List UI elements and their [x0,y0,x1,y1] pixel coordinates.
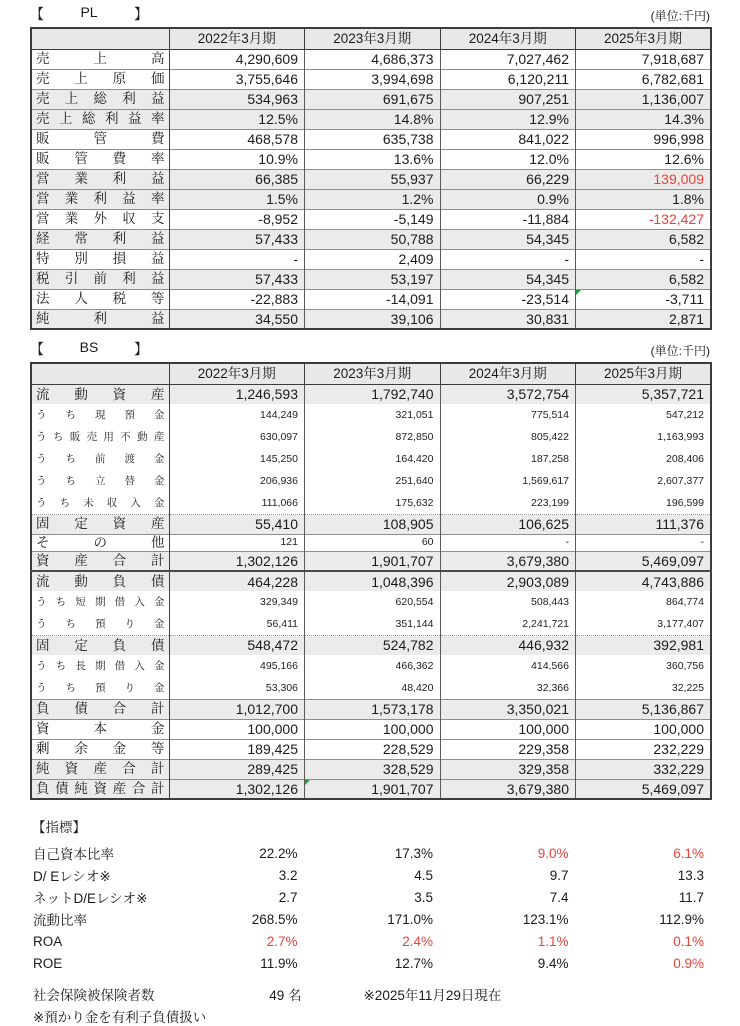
pl-row-12-label: 法人税等 [31,289,169,309]
pl-row-12 [31,289,711,309]
bs-cell-19-3: 5,469,097 [576,779,712,799]
bs-cell-3-1: 164,420 [305,448,441,470]
bs-row-12 [31,635,711,655]
bs-row-8-label: 資産合計 [31,551,169,571]
bs-cell-18-1: 328,529 [305,759,441,779]
indicator-value-1-2: 9.7 [549,867,569,883]
bs-cell-6-1: 108,905 [305,514,441,534]
pl-section-title [30,4,148,24]
bs-row-13 [31,655,711,677]
bs-section-title [30,339,148,359]
bs-row-17-label: 剰余金等 [31,739,169,759]
indicator-value-3-3: 112.9% [659,911,704,927]
bs-row-8 [31,551,711,571]
bs-cell-1-1: 321,051 [305,404,441,426]
pl-cell-6-1: 55,937 [305,169,441,189]
pl-cell-8-0: -8,952 [169,209,305,229]
pl-cell-1-3: 6,782,681 [576,69,712,89]
pl-header-row [31,28,711,49]
pl-cell-12-0: -22,883 [169,289,305,309]
bs-header-col-0: 2022年3月期 [169,363,305,384]
bs-cell-10-1: 620,554 [305,591,441,613]
pl-title-open-bracket: 【 [30,6,44,22]
pl-cell-13-0: 34,550 [169,309,305,329]
bs-row-4-label: うち立替金 [31,470,169,492]
indicator-value-0-2: 9.0% [537,845,569,861]
bs-cell-18-3: 332,229 [576,759,712,779]
pl-cell-2-2: 907,251 [440,89,576,109]
indicator-row-2 [30,886,710,908]
pl-cell-8-1: -5,149 [305,209,441,229]
pl-cell-4-3: 996,998 [576,129,712,149]
bs-row-15-label: 負債合計 [31,699,169,719]
pl-row-11 [31,269,711,289]
pl-row-7 [31,189,711,209]
bs-cell-18-2: 329,358 [440,759,576,779]
pl-title-row [30,4,710,24]
pl-title-close-bracket: 】 [134,6,148,22]
pl-cell-5-0: 10.9% [169,149,305,169]
insured-count-value: 49 名 [269,988,302,1003]
pl-row-13 [31,309,711,329]
bs-row-5 [31,492,711,514]
indicator-row-0 [30,842,710,864]
pl-cell-2-3: 1,136,007 [576,89,712,109]
bs-cell-11-2: 2,241,721 [440,613,576,635]
pl-cell-0-2: 7,027,462 [440,49,576,69]
bs-cell-0-2: 3,572,754 [440,384,576,404]
bs-cell-5-1: 175,632 [305,492,441,514]
bs-row-11-label: うち預り金 [31,613,169,635]
bs-cell-19-2: 3,679,380 [440,779,576,799]
pl-cell-10-0: - [169,249,305,269]
indicator-label-0: 自己資本比率 [33,847,114,862]
indicator-value-4-3: 0.1% [673,933,704,949]
pl-cell-1-0: 3,755,646 [169,69,305,89]
bs-cell-5-3: 196,599 [576,492,712,514]
as-of-date-note: ※2025年11月29日現在 [363,988,502,1003]
pl-cell-9-1: 50,788 [305,229,441,249]
pl-table [30,27,712,330]
pl-row-4 [31,129,711,149]
pl-cell-3-1: 14.8% [305,109,441,129]
pl-cell-6-2: 66,229 [440,169,576,189]
bs-row-3-label: うち前渡金 [31,448,169,470]
bs-cell-13-1: 466,362 [305,655,441,677]
bs-row-1-label: うち現預金 [31,404,169,426]
pl-row-9 [31,229,711,249]
bs-row-3 [31,448,711,470]
bs-cell-8-1: 1,901,707 [305,551,441,571]
pl-row-10 [31,249,711,269]
indicator-row-3 [30,908,710,930]
indicator-value-5-0: 11.9% [260,955,298,971]
pl-header-col-0: 2022年3月期 [169,28,305,49]
bs-cell-4-1: 251,640 [305,470,441,492]
bs-cell-13-3: 360,756 [576,655,712,677]
bs-cell-14-2: 32,366 [440,677,576,699]
indicator-value-0-0: 22.2% [259,845,298,861]
bs-cell-0-0: 1,246,593 [169,384,305,404]
pl-cell-0-3: 7,918,687 [576,49,712,69]
bs-row-11 [31,613,711,635]
bs-header-col-3: 2025年3月期 [576,363,712,384]
bs-header-col-2: 2024年3月期 [440,363,576,384]
bs-cell-17-0: 189,425 [169,739,305,759]
bs-cell-1-2: 775,514 [440,404,576,426]
bs-cell-16-0: 100,000 [169,719,305,739]
bs-row-18 [31,759,711,779]
bs-row-15 [31,699,711,719]
bs-cell-15-2: 3,350,021 [440,699,576,719]
pl-cell-7-0: 1.5% [169,189,305,209]
bs-row-6 [31,514,711,534]
pl-header-corner [31,28,169,49]
bs-title-text: BS [79,339,99,355]
bs-cell-7-0: 121 [169,534,305,551]
bs-cell-16-1: 100,000 [305,719,441,739]
pl-row-8-label: 営業外収支 [31,209,169,229]
indicator-value-5-2: 9.4% [537,955,569,971]
bs-cell-10-0: 329,349 [169,591,305,613]
bs-cell-8-3: 5,469,097 [576,551,712,571]
bs-title-row [30,339,710,359]
bs-cell-2-0: 630,097 [169,426,305,448]
bs-row-2-label: うち販売用不動産 [31,426,169,448]
bs-cell-15-1: 1,573,178 [305,699,441,719]
insured-count-row [30,984,710,1003]
pl-cell-13-2: 30,831 [440,309,576,329]
bs-cell-11-1: 351,144 [305,613,441,635]
pl-cell-10-1: 2,409 [305,249,441,269]
pl-row-7-label: 営業利益率 [31,189,169,209]
pl-cell-11-3: 6,582 [576,269,712,289]
bs-row-9 [31,571,711,591]
bs-cell-14-0: 53,306 [169,677,305,699]
bs-row-14-label: うち預り金 [31,677,169,699]
pl-cell-0-1: 4,686,373 [305,49,441,69]
bs-cell-6-0: 55,410 [169,514,305,534]
indicators-title: 【指標】 [32,820,86,835]
bs-cell-3-3: 208,406 [576,448,712,470]
pl-header-col-2: 2024年3月期 [440,28,576,49]
bs-header-row [31,363,711,384]
bs-cell-8-2: 3,679,380 [440,551,576,571]
bs-cell-12-3: 392,981 [576,635,712,655]
bs-cell-2-3: 1,163,993 [576,426,712,448]
indicator-value-2-0: 2.7 [278,889,298,905]
deposit-treatment-note: ※預かり金を有利子負債扱い [33,1010,207,1025]
bs-cell-8-0: 1,302,126 [169,551,305,571]
pl-row-4-label: 販管費 [31,129,169,149]
indicator-row-1 [30,864,710,886]
indicator-value-2-3: 11.7 [678,889,704,905]
pl-cell-10-2: - [440,249,576,269]
pl-cell-0-0: 4,290,609 [169,49,305,69]
bs-cell-7-2: - [440,534,576,551]
pl-cell-8-3: -132,427 [576,209,712,229]
bs-cell-9-0: 464,228 [169,571,305,591]
indicator-value-0-3: 6.1% [673,845,704,861]
pl-row-8 [31,209,711,229]
bs-row-16 [31,719,711,739]
bs-cell-1-3: 547,212 [576,404,712,426]
indicator-row-4 [30,930,710,952]
bs-cell-3-0: 145,250 [169,448,305,470]
indicator-value-3-2: 123.1% [522,911,569,927]
pl-cell-9-0: 57,433 [169,229,305,249]
pl-cell-2-0: 534,963 [169,89,305,109]
bs-row-2 [31,426,711,448]
bs-cell-4-3: 2,607,377 [576,470,712,492]
indicator-value-1-1: 4.5 [414,867,433,883]
bs-row-7 [31,534,711,551]
bs-row-5-label: うち未収入金 [31,492,169,514]
pl-header-col-1: 2023年3月期 [305,28,441,49]
bs-cell-0-3: 5,357,721 [576,384,712,404]
pl-unit-label: (単位:千円) [650,9,710,23]
bs-title-open-bracket: 【 [30,341,44,357]
indicator-value-3-1: 171.0% [387,911,433,927]
pl-row-13-label: 純利益 [31,309,169,329]
bs-row-17 [31,739,711,759]
pl-row-2-label: 売上総利益 [31,89,169,109]
pl-cell-9-3: 6,582 [576,229,712,249]
bs-row-16-label: 資本金 [31,719,169,739]
pl-cell-3-0: 12.5% [169,109,305,129]
bs-cell-9-1: 1,048,396 [305,571,441,591]
bs-cell-17-1: 228,529 [305,739,441,759]
bs-row-19-label: 負債純資産合計 [31,779,169,799]
bs-row-12-label: 固定負債 [31,635,169,655]
pl-row-3 [31,109,711,129]
pl-cell-3-2: 12.9% [440,109,576,129]
pl-row-3-label: 売上総利益率 [31,109,169,129]
bs-row-7-label: その他 [31,534,169,551]
pl-cell-11-2: 54,345 [440,269,576,289]
bs-row-1 [31,404,711,426]
bs-row-19 [31,779,711,799]
bs-row-6-label: 固定資産 [31,514,169,534]
bs-row-18-label: 純資産合計 [31,759,169,779]
indicator-value-5-3: 0.9% [673,955,704,971]
bs-table [30,362,712,800]
bs-cell-14-1: 48,420 [305,677,441,699]
bs-cell-11-0: 56,411 [169,613,305,635]
bs-row-10 [31,591,711,613]
pl-row-9-label: 経常利益 [31,229,169,249]
indicator-value-2-1: 3.5 [414,889,433,905]
pl-cell-12-3-green-corner-marker: -3,711 [576,289,712,309]
indicator-value-1-0: 3.2 [278,867,298,883]
bs-cell-16-2: 100,000 [440,719,576,739]
pl-row-6-label: 営業利益 [31,169,169,189]
pl-cell-13-1: 39,106 [305,309,441,329]
bs-cell-18-0: 289,425 [169,759,305,779]
pl-cell-12-1: -14,091 [305,289,441,309]
pl-row-6 [31,169,711,189]
bs-cell-12-0: 548,472 [169,635,305,655]
bs-row-13-label: うち長期借入金 [31,655,169,677]
pl-row-5 [31,149,711,169]
bs-cell-2-1: 872,850 [305,426,441,448]
bs-row-0 [31,384,711,404]
pl-cell-8-2: -11,884 [440,209,576,229]
bs-cell-7-1: 60 [305,534,441,551]
bs-cell-10-3: 864,774 [576,591,712,613]
indicator-row-5 [30,952,710,974]
pl-cell-9-2: 54,345 [440,229,576,249]
pl-row-5-label: 販管費率 [31,149,169,169]
bs-cell-14-3: 32,225 [576,677,712,699]
bs-cell-12-2: 446,932 [440,635,576,655]
indicator-label-2: ネットD/Eレシオ※ [33,891,148,906]
pl-cell-7-3: 1.8% [576,189,712,209]
pl-row-1-label: 売上原価 [31,69,169,89]
bs-cell-5-0: 111,066 [169,492,305,514]
pl-cell-13-3: 2,871 [576,309,712,329]
pl-cell-4-2: 841,022 [440,129,576,149]
bs-cell-10-2: 508,443 [440,591,576,613]
pl-cell-6-0: 66,385 [169,169,305,189]
pl-row-1 [31,69,711,89]
pl-cell-4-0: 468,578 [169,129,305,149]
bs-cell-13-2: 414,566 [440,655,576,677]
indicator-label-5: ROE [33,955,63,971]
bs-cell-5-2: 223,199 [440,492,576,514]
bs-cell-11-3: 3,177,407 [576,613,712,635]
pl-cell-7-1: 1.2% [305,189,441,209]
indicator-label-4: ROA [33,933,63,949]
pl-header-col-3: 2025年3月期 [576,28,712,49]
pl-cell-11-1: 53,197 [305,269,441,289]
indicator-value-1-3: 13.3 [677,867,704,883]
indicator-value-4-0: 2.7% [266,933,298,949]
bs-cell-4-2: 1,569,617 [440,470,576,492]
pl-cell-5-1: 13.6% [305,149,441,169]
pl-cell-11-0: 57,433 [169,269,305,289]
bs-cell-1-0: 144,249 [169,404,305,426]
bs-cell-9-2: 2,903,089 [440,571,576,591]
indicator-value-4-1: 2.4% [402,933,433,949]
indicator-value-0-1: 17.3% [394,845,433,861]
bs-row-0-label: 流動資産 [31,384,169,404]
pl-row-2 [31,89,711,109]
bs-cell-17-3: 232,229 [576,739,712,759]
bs-cell-13-0: 495,166 [169,655,305,677]
pl-cell-5-2: 12.0% [440,149,576,169]
bs-cell-4-0: 206,936 [169,470,305,492]
bs-cell-12-1: 524,782 [305,635,441,655]
indicator-value-3-0: 268.5% [251,911,298,927]
bs-row-9-label: 流動負債 [31,571,169,591]
pl-cell-4-1: 635,738 [305,129,441,149]
pl-cell-2-1: 691,675 [305,89,441,109]
bs-cell-9-3: 4,743,886 [576,571,712,591]
pl-row-0-label: 売上高 [31,49,169,69]
bs-cell-2-2: 805,422 [440,426,576,448]
bs-row-10-label: うち短期借入金 [31,591,169,613]
pl-cell-7-2: 0.9% [440,189,576,209]
pl-cell-12-2: -23,514 [440,289,576,309]
indicator-value-4-2: 1.1% [537,933,569,949]
bs-cell-7-3: - [576,534,712,551]
bs-cell-3-2: 187,258 [440,448,576,470]
indicator-label-3: 流動比率 [33,913,87,928]
bs-cell-0-1: 1,792,740 [305,384,441,404]
bs-header-corner [31,363,169,384]
pl-cell-10-3: - [576,249,712,269]
pl-cell-6-3: 139,009 [576,169,712,189]
bs-cell-16-3: 100,000 [576,719,712,739]
bs-row-14 [31,677,711,699]
bs-cell-19-0: 1,302,126 [169,779,305,799]
pl-row-11-label: 税引前利益 [31,269,169,289]
pl-row-0 [31,49,711,69]
indicators-section [30,842,710,974]
indicator-label-1: D/ Eレシオ※ [33,869,111,884]
indicator-value-5-1: 12.7% [394,955,433,971]
insured-count-label: 社会保険被保険者数 [33,988,155,1003]
pl-cell-5-3: 12.6% [576,149,712,169]
bs-cell-15-0: 1,012,700 [169,699,305,719]
pl-cell-3-3: 14.3% [576,109,712,129]
bs-cell-15-3: 5,136,867 [576,699,712,719]
bs-unit-label: (単位:千円) [650,344,710,358]
bs-cell-6-3: 111,376 [576,514,712,534]
bs-cell-6-2: 106,625 [440,514,576,534]
pl-title-text: PL [80,4,98,20]
bs-cell-17-2: 229,358 [440,739,576,759]
bs-row-4 [31,470,711,492]
bs-header-col-1: 2023年3月期 [305,363,441,384]
pl-row-10-label: 特別損益 [31,249,169,269]
pl-cell-1-2: 6,120,211 [440,69,576,89]
pl-cell-1-1: 3,994,698 [305,69,441,89]
bs-title-close-bracket: 】 [134,341,148,357]
indicator-value-2-2: 7.4 [549,889,569,905]
bs-cell-19-1-green-corner-marker: 1,901,707 [305,779,441,799]
